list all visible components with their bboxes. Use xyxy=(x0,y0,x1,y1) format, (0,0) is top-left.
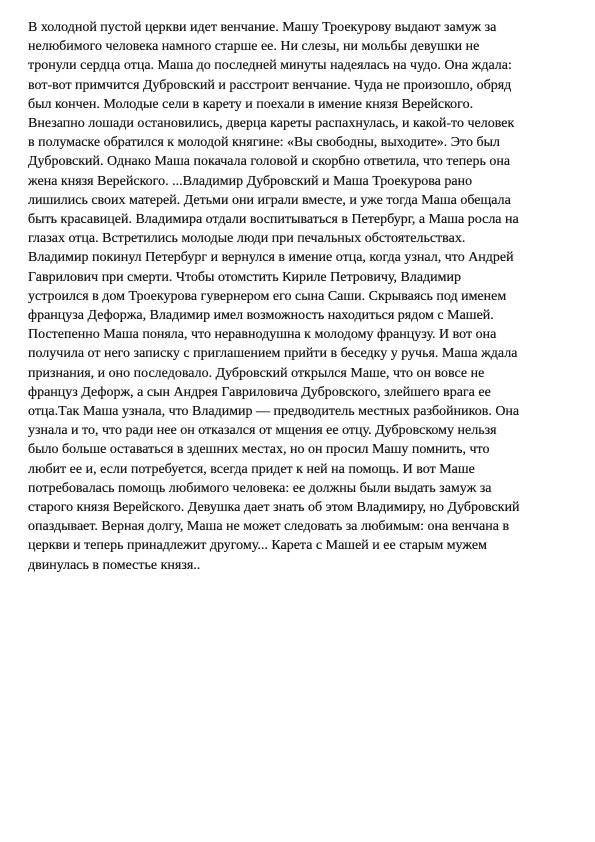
text-line: француз Дефорж, а сын Андрея Гавриловича Дубровского, злейшего врага ее xyxy=(28,384,491,400)
text-line: признания, и оно последовало. Дубровский открылся Маше, что он вовсе не xyxy=(28,365,485,381)
body-text xyxy=(28,18,576,575)
text-line: было больше оставаться в здешних местах, но он просил Машу помнить, что xyxy=(28,442,490,458)
text-line: был кончен. Молодые сели в карету и поехали в имение князя Верейского. xyxy=(28,96,474,112)
text-line: Владимир покинул Петербург и вернулся в имение отца, когда узнал, что Андрей xyxy=(28,250,514,266)
text-line: устроился в дом Троекурова гувернером его сына Саши. Скрываясь под именем xyxy=(28,288,507,304)
text-line: Постепенно Маша поняла, что неравнодушна к молодому французу. И вот она xyxy=(28,327,497,343)
text-line: Гаврилович при смерти. Чтобы отомстить Кириле Петровичу, Владимир xyxy=(28,269,462,285)
text-line: тронули сердца отца. Маша до последней минуты надеялась на чудо. Она ждала: xyxy=(28,58,512,74)
text-line: лишились своих матерей. Детьми они играли вместе, и уже тогда Маша обещала xyxy=(28,192,511,208)
text-line: жена князя Верейского. ...Владимир Дубровский и Маша Троекурова рано xyxy=(28,173,473,189)
text-line: глазах отца. Встретились молодые люди при печальных обстоятельствах. xyxy=(28,231,466,247)
text-line: Внезапно лошади остановились, дверца кареты распахнулась, и какой-то человек xyxy=(28,116,515,132)
text-line: получила от него записку с приглашением прийти в беседку у ручья. Маша ждала xyxy=(28,346,518,362)
text-line: В холодной пустой церкви идет венчание. Машу Троекурову выдают замуж за xyxy=(28,20,497,35)
text-line: француза Дефоржа, Владимир имел возможность находиться рядом с Машей. xyxy=(28,308,494,324)
text-line: в полумаске обратился к молодой княгине: «Вы свободны, выходите». Это был xyxy=(28,135,500,151)
text-line: церкви и теперь принадлежит другому... Карета с Машей и ее старым мужем xyxy=(28,538,487,554)
text-line: нелюбимого человека намного старше ее. Ни слезы, ни мольбы девушки не xyxy=(28,39,480,55)
text-line: старого князя Верейского. Девушка дает знать об этом Владимиру, но Дубровский xyxy=(28,500,520,516)
text-line: опаздывает. Верная долгу, Маша не может следовать за любимым: она венчана в xyxy=(28,519,510,535)
text-line: отца.Так Маша узнала, что Владимир — предводитель местных разбойников. Она xyxy=(28,404,520,420)
text-line: потребовалась помощь любимого человека: ее должны были выдать замуж за xyxy=(28,480,492,496)
text-line: Дубровский. Однако Маша покачала головой и скорбно ответила, что теперь она xyxy=(28,154,511,170)
text-line: быть красавицей. Владимира отдали воспитываться в Петербург, а Маша росла на xyxy=(28,212,519,228)
text-line: узнала и то, что ради нее он отказался от мщения ее отцу. Дубровскому нельзя xyxy=(28,423,497,439)
text-line: любит ее и, если потребуется, всегда придет к ней на помощь. И вот Маше xyxy=(28,461,475,477)
text-line: вот-вот примчится Дубровский и расстроит венчание. Чуда не произошло, обряд xyxy=(28,77,512,93)
text-line: двинулась в поместье князя.. xyxy=(28,557,201,573)
